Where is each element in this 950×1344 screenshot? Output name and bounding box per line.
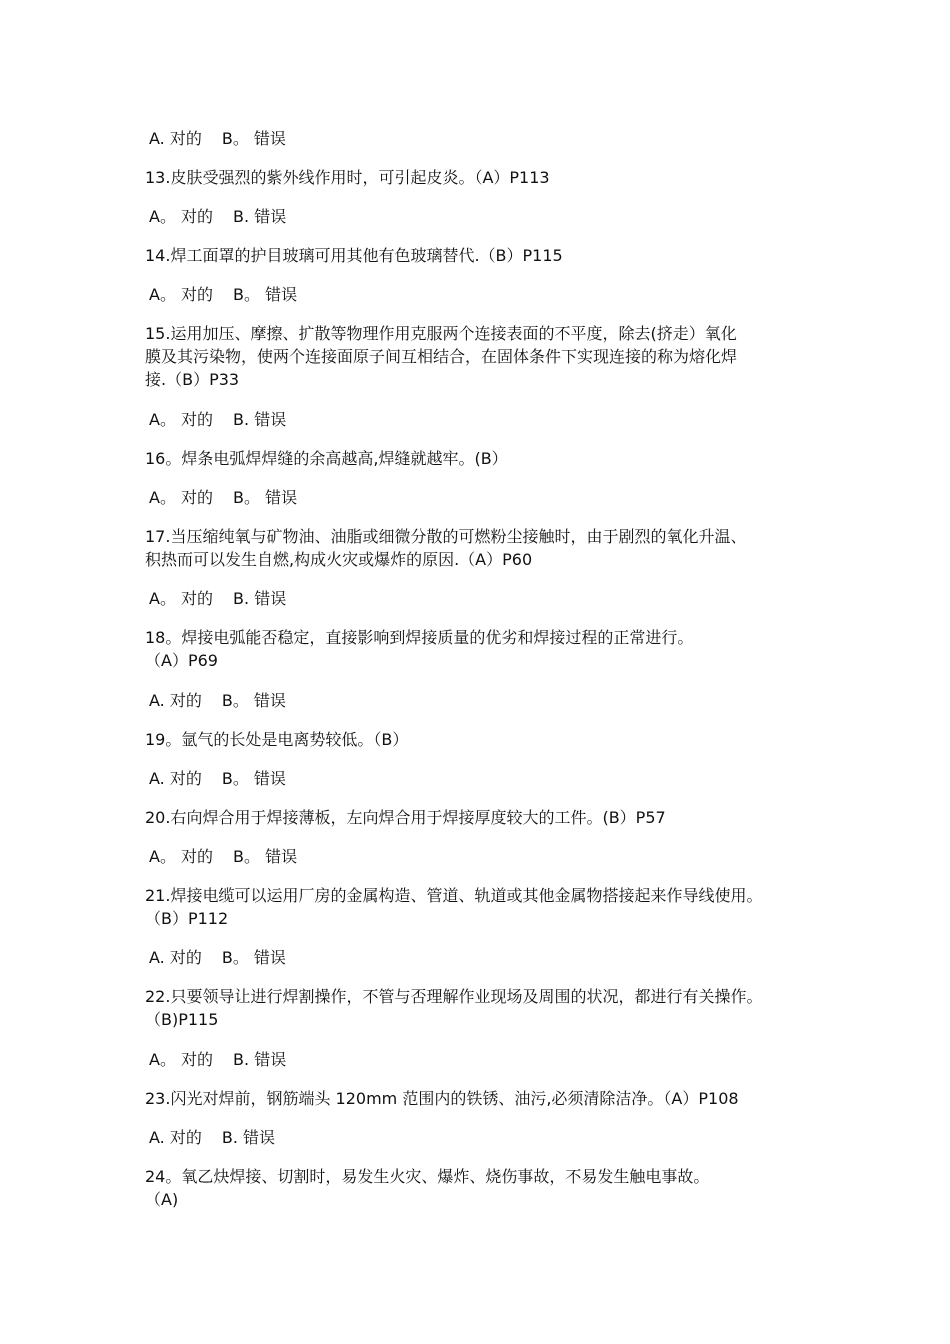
question-21-line-2: （B）P112: [145, 909, 229, 928]
answer-options: [149, 283, 839, 306]
answer-options: [149, 1126, 839, 1149]
question-15-line-3: 接.（B）P33: [145, 370, 240, 389]
option-b: B. 错误: [221, 1128, 275, 1147]
question-24-line-1: 24。氧乙炔焊接、切割时，易发生火灾、爆炸、烧伤事故，不易发生触电事故。: [145, 1167, 710, 1186]
question-16: 16。焊条电弧焊焊缝的余高越高,焊缝就越牢。(B）: [145, 449, 508, 468]
answer-options: [149, 408, 839, 431]
option-b: B。 错误: [233, 285, 298, 304]
question-19: 19。氩气的长处是电离势较低。（B）: [145, 730, 409, 749]
question-23: 23.闪光对焊前，钢筋端头 120mm 范围内的铁锈、油污,必须清除洁净。（A）P108: [145, 1089, 739, 1108]
question-15-line-2: 膜及其污染物，使两个连接面原子间互相结合，在固体条件下实现连接的称为熔化焊: [145, 347, 738, 366]
option-b: B。 错误: [233, 488, 298, 507]
option-b: B. 错误: [233, 589, 287, 608]
option-a: A。 对的: [149, 1050, 214, 1069]
answer-options: [149, 1048, 839, 1071]
option-b: B. 错误: [233, 410, 287, 429]
option-a: A。 对的: [149, 488, 214, 507]
option-b: B. 错误: [233, 207, 287, 226]
option-a: A. 对的: [149, 691, 202, 710]
option-b: B。 错误: [221, 691, 286, 710]
answer-options: [149, 486, 839, 509]
option-b: B。 错误: [221, 129, 286, 148]
answer-options: [149, 845, 839, 868]
question-18-line-2: （A）P69: [145, 651, 218, 670]
question-22-line-2: （B)P115: [145, 1010, 219, 1029]
answer-options: [149, 689, 839, 712]
question-14: 14.焊工面罩的护目玻璃可用其他有色玻璃替代.（B）P115: [145, 246, 563, 265]
answer-options: [149, 127, 839, 150]
answer-options: [149, 946, 839, 969]
question-20: 20.右向焊合用于焊接薄板，左向焊合用于焊接厚度较大的工件。(B）P57: [145, 808, 666, 827]
option-a: A。 对的: [149, 285, 214, 304]
question-15-line-1: 15.运用加压、摩擦、扩散等物理作用克服两个连接表面的不平度，除去(挤走）氧化: [145, 324, 737, 343]
option-b: B。 错误: [233, 847, 298, 866]
option-a: A。 对的: [149, 847, 214, 866]
option-a: A. 对的: [149, 1128, 202, 1147]
question-21-line-1: 21.焊接电缆可以运用厂房的金属构造、管道、轨道或其他金属物搭接起来作导线使用。: [145, 886, 763, 905]
answer-options: [149, 205, 839, 228]
question-22-line-1: 22.只要领导让进行焊割操作，不管与否理解作业现场及周围的状况，都进行有关操作。: [145, 987, 763, 1006]
option-b: B。 错误: [221, 948, 286, 967]
answer-options: [149, 767, 839, 790]
question-24-line-2: （A): [145, 1190, 179, 1209]
option-a: A. 对的: [149, 948, 202, 967]
question-17-line-2: 积热而可以发生自燃,构成火灾或爆炸的原因.（A）P60: [145, 550, 533, 569]
option-b: B. 错误: [233, 1050, 287, 1069]
option-a: A。 对的: [149, 589, 214, 608]
option-b: B。 错误: [221, 769, 286, 788]
question-18-line-1: 18。焊接电弧能否稳定，直接影响到焊接质量的优劣和焊接过程的正常进行。: [145, 628, 694, 647]
option-a: A. 对的: [149, 129, 202, 148]
question-17-line-1: 17.当压缩纯氧与矿物油、油脂或细微分散的可燃粉尘接触时，由于剧烈的氧化升温、: [145, 527, 747, 546]
answer-options: [149, 587, 839, 610]
question-13: 13.皮肤受强烈的紫外线作用时，可引起皮炎。（A）P113: [145, 168, 550, 187]
option-a: A。 对的: [149, 410, 214, 429]
option-a: A。 对的: [149, 207, 214, 226]
option-a: A. 对的: [149, 769, 202, 788]
